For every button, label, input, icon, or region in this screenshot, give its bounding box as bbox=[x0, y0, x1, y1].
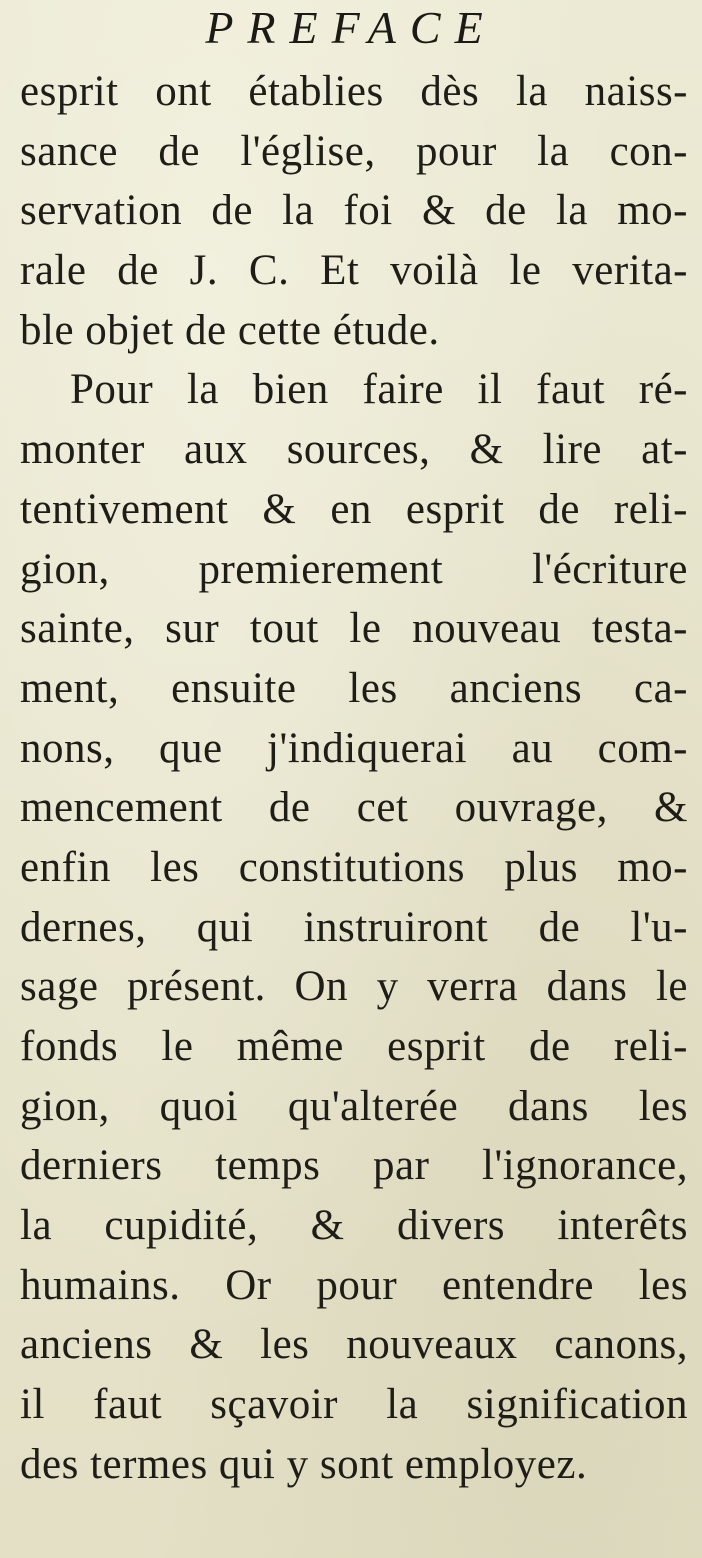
body-text bbox=[20, 62, 688, 1495]
text-line: sage présent. On y verra dans le bbox=[20, 963, 688, 1011]
text-line: il faut sçavoir la signification bbox=[20, 1381, 688, 1429]
running-head: PREFACE bbox=[205, 2, 497, 50]
text-line: nons, que j'indiquerai au com- bbox=[20, 724, 688, 772]
text-line: sance de l'église, pour la con- bbox=[20, 127, 688, 175]
text-line: fonds le même esprit de reli- bbox=[20, 1023, 688, 1070]
text-line: mencement de cet ouvrage, & bbox=[20, 784, 688, 832]
paragraph-start-line: Pour la bien faire il faut ré- bbox=[70, 366, 688, 414]
text-line: gion, quoi qu'alterée dans les bbox=[20, 1082, 688, 1130]
text-line: derniers temps par l'ignorance, bbox=[20, 1142, 688, 1190]
text-line: dernes, qui instruiront de l'u- bbox=[20, 903, 688, 951]
text-line: humains. Or pour entendre les bbox=[20, 1261, 688, 1309]
text-line: ment, ensuite les anciens ca- bbox=[20, 664, 688, 712]
text-line: tentivement & en esprit de reli- bbox=[20, 485, 688, 533]
paragraph-end-line: des termes qui y sont employez. bbox=[20, 1440, 588, 1488]
paragraph-end-line: ble objet de cette étude. bbox=[20, 306, 440, 354]
text-line: la cupidité, & divers interêts bbox=[20, 1202, 688, 1250]
text-line: esprit ont établies dès la naiss- bbox=[20, 68, 688, 115]
text-line: rale de J. C. Et voilà le verita- bbox=[20, 247, 688, 295]
text-line: gion, premierement l'écriture bbox=[20, 545, 688, 593]
text-line: anciens & les nouveaux canons, bbox=[20, 1321, 688, 1369]
text-line: servation de la foi & de la mo- bbox=[20, 187, 688, 235]
text-line: monter aux sources, & lire at- bbox=[20, 426, 688, 474]
text-line: sainte, sur tout le nouveau testa- bbox=[20, 605, 688, 653]
text-line: enfin les constitutions plus mo- bbox=[20, 843, 688, 891]
